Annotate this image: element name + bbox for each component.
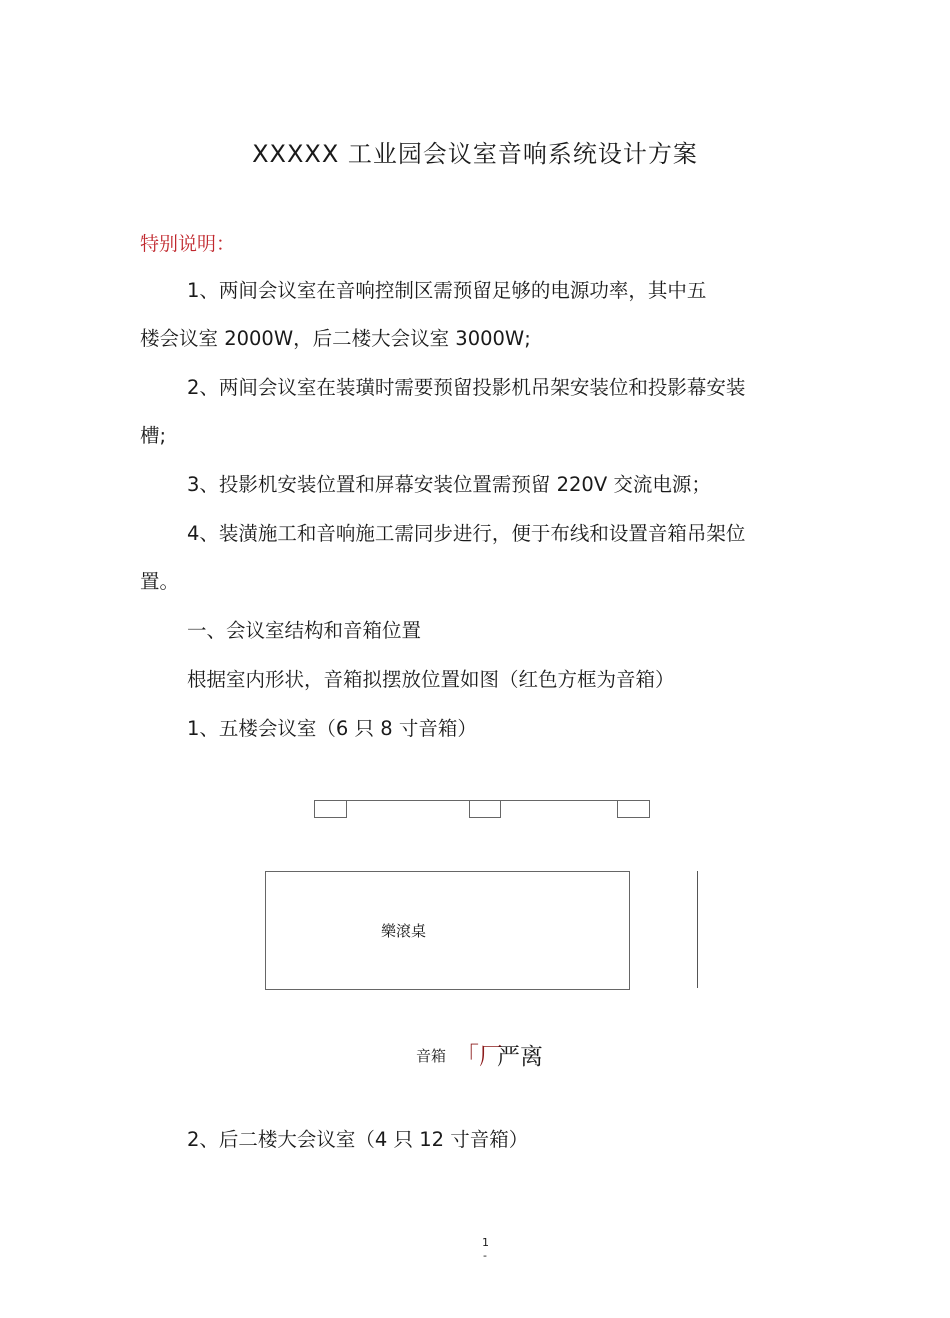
section-1-intro: 根据室内形状，音箱拟摆放位置如图（红色方框为音箱） — [187, 668, 675, 691]
section-1-heading: 一、会议室结构和音箱位置 — [187, 619, 422, 642]
page-footer-mark: - — [483, 1249, 487, 1262]
speaker-box-center — [469, 800, 501, 818]
speaker-box-right — [617, 800, 650, 818]
wall-segment-right — [500, 800, 618, 801]
legend-speaker-mark: 「厂 — [455, 1042, 503, 1070]
page-number: 1 — [482, 1236, 489, 1249]
note-4-line-2: 置。 — [140, 570, 180, 593]
room-2-caption: 2、后二楼大会议室（4 只 12 寸音箱） — [187, 1128, 529, 1151]
room-side-wall — [697, 871, 698, 988]
note-4-line-1: 4、装潢施工和音响施工需同步进行，便于布线和设置音箱吊架位 — [187, 522, 746, 545]
speaker-box-left — [314, 800, 347, 818]
note-1-line-1: 1、两间会议室在音响控制区需预留足够的电源功率，其中五 — [187, 279, 707, 302]
conference-table-label: 樂滾桌 — [381, 922, 427, 940]
note-2-line-1: 2、两间会议室在装璜时需要预留投影机吊架安装位和投影幕安装 — [187, 376, 746, 399]
room-1-caption: 1、五楼会议室（6 只 8 寸音箱） — [187, 717, 477, 740]
legend-speaker-label: 音箱 — [416, 1047, 447, 1065]
note-3-line-1: 3、投影机安装位置和屏幕安装位置需预留 220V 交流电源； — [187, 473, 711, 496]
note-2-line-2: 槽; — [140, 424, 167, 447]
note-1-line-2: 楼会议室 2000W，后二楼大会议室 3000W; — [140, 327, 531, 350]
document-title: XXXXX 工业园会议室音响系统设计方案 — [252, 140, 698, 168]
legend-extra-text: 严离 — [497, 1044, 543, 1070]
conference-table — [265, 871, 630, 990]
notice-heading: 特别说明： — [140, 233, 236, 255]
wall-segment-left — [346, 800, 470, 801]
